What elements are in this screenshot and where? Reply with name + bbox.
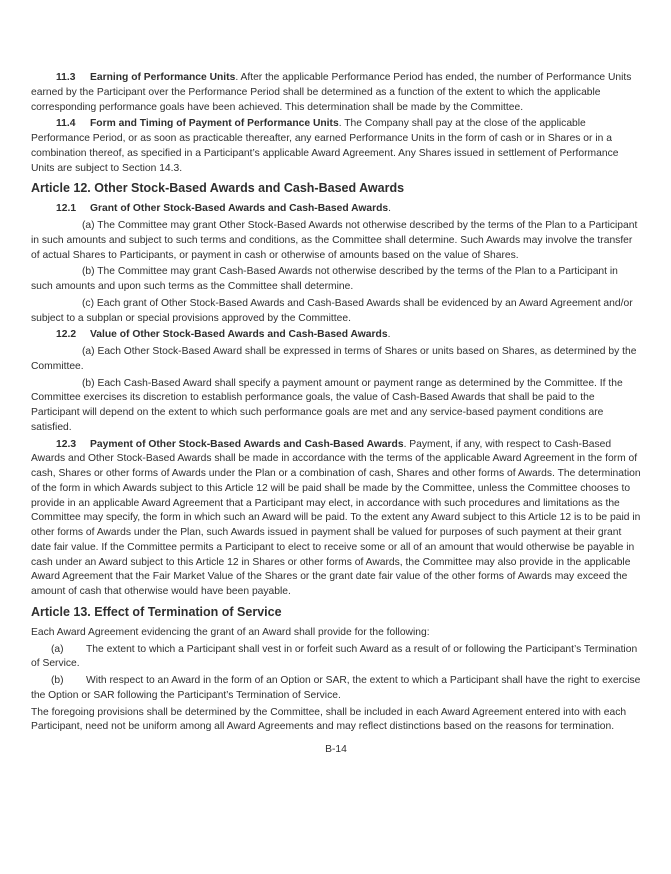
subparagraph-12-2-a: (a) Each Other Stock-Based Award shall be expressed in terms of Shares or units based on Shares, as determined by the Committee.	[31, 346, 637, 372]
item-text: The extent to which a Participant shall vest in or forfeit such Award as a result of or following the Participant’s Termination of Service.	[31, 643, 638, 670]
section-number: 11.3	[56, 72, 76, 83]
section-12-1-paragraph	[31, 202, 641, 217]
section-number: 12.3	[56, 438, 77, 450]
section-11-4-paragraph	[31, 117, 641, 176]
section-body-text: .	[388, 203, 391, 215]
section-12-3-paragraph	[31, 438, 641, 600]
item-13-b	[31, 674, 641, 704]
section-11-3-paragraph	[31, 71, 641, 115]
subparagraph-12-2-b: (b) Each Cash-Based Award shall specify a payment amount or payment range as determined by the Committee. If the Committee exercises its discretion to establish performance goals, the value of Cash-Based Awards that shall be paid to the Participant will depend on the extent to which such performance goals are met and any service-based payment conditions are satisfied.	[31, 377, 623, 433]
section-body-text: . The Company shall pay at the close of the applicable Performance Period, or as soon as practicable thereafter, any earned Performance Units in the form of cash or in Shares or in a combination thereof, as specified in a Participant’s applicable Award Agreement. Any Shares issued in settlement of Performance Units are subject to Section 14.3.	[31, 118, 619, 174]
section-heading: Earning of Performance Units	[90, 72, 236, 83]
article-12-heading: Article 12. Other Stock-Based Awards and Cash-Based Awards	[31, 181, 405, 196]
article-13-closing-paragraph: The foregoing provisions shall be determined by the Committee, shall be included in each Award Agreement entered into with each Participant, need not be uniform among all Award Agreements and may reflect distinctions based on the reasons for termination.	[31, 706, 627, 733]
section-12-2-paragraph	[31, 328, 641, 343]
item-label: (b)	[51, 675, 64, 686]
subparagraph-12-1-b: (b) The Committee may grant Cash-Based Awards not otherwise described by the terms of the Plan to a Participant in such amounts and upon such terms as the Committee shall determine.	[31, 266, 618, 292]
section-heading: Payment of Other Stock-Based Awards and Cash-Based Awards	[90, 438, 404, 450]
section-body-text: . Payment, if any, with respect to Cash-Based Awards and Other Stock-Based Awards shall be made in accordance with the terms of the applicable Award Agreement in the form of cash, Shares or other forms of Awards under the Plan or a combination of cash, Shares and other forms of Awards. The determination of the form in which Awards subject to this Article 12 will be paid shall be made by the Committee, unless the Committee chooses to provide in an applicable Award Agreement that a Participant may elect, in accordance with such procedures and limitations as the Committee may specify, the form in which such an Award will be paid. To the extent any Award subject to this Article 12 is to be paid in other forms of Awards under the Plan, such Awards issued in payment shall be valued for purposes of such payment at their grant date fair value. If the Committee permits a Participant to elect to receive some or all of an amount that would otherwise be payable in cash under an Award subject to this Article 12 in Shares or other forms of Awards, the Committee may also provide in the applicable Award Agreement that the Fair Market Value of the Shares or the grant date fair value of the other forms of Awards may exceed the amount of cash that otherwise would have been payable.	[31, 438, 641, 597]
item-text: With respect to an Award in the form of an Option or SAR, the extent to which a Participant shall have the right to exercise the Option or SAR following the Participant’s Termination of Service.	[31, 675, 641, 701]
item-13-a	[31, 643, 641, 673]
item-label: (a)	[51, 643, 64, 655]
section-heading: Grant of Other Stock-Based Awards and Cash-Based Awards	[90, 203, 389, 215]
subparagraph-12-1-a: (a) The Committee may grant Other Stock-Based Awards not otherwise described by the terms of the Plan to a Participant in such amounts and subject to such terms and conditions, as the Committee shall determine. Such Awards may involve the transfer of actual Shares to Participants, or payment in cash or otherwise of amounts based on the value of Shares.	[31, 220, 638, 261]
page-number: B-14	[325, 744, 347, 755]
section-number: 12.2	[56, 329, 77, 341]
section-heading: Form and Timing of Payment of Performance Units	[90, 118, 339, 130]
article-13-intro-paragraph: Each Award Agreement evidencing the grant of an Award shall provide for the following:	[31, 626, 430, 638]
section-number: 11.4	[56, 118, 76, 130]
subparagraph-12-1-c: (c) Each grant of Other Stock-Based Awards and Cash-Based Awards shall be evidenced by an Award Agreement and/or subject to a subplan or special provisions approved by the Committee.	[31, 297, 633, 324]
article-13-heading: Article 13. Effect of Termination of Service	[31, 604, 282, 619]
section-heading: Value of Other Stock-Based Awards and Cash-Based Awards	[90, 329, 388, 341]
section-number: 12.1	[56, 203, 77, 215]
section-body-text: .	[387, 329, 391, 341]
section-body-text: . After the applicable Performance Period has ended, the number of Performance Units earned by the Participant over the Performance Period shall be determined as a function of the extent to which the applicable corresponding performance goals have been achieved. This determination shall be made by the Committee.	[31, 72, 632, 113]
